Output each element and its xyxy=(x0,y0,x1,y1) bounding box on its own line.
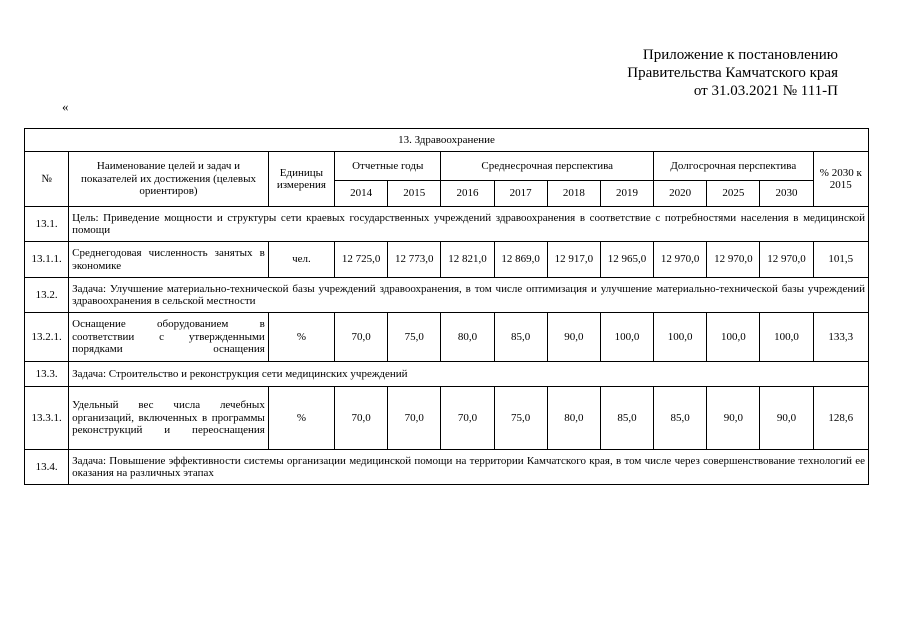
header-year: 2020 xyxy=(654,181,707,207)
header-ratio: % 2030 к 2015 xyxy=(813,152,868,207)
header-unit: Единицы измерения xyxy=(268,152,334,207)
header-line-1: Приложение к постановлению xyxy=(642,47,838,63)
header-name: Наименование целей и задач и показателей их достижения (целевых ориентиров) xyxy=(69,152,269,207)
task-text: Задача: Строительство и реконструкция сети медицинских учреждений xyxy=(69,362,869,387)
value-cell: 12 869,0 xyxy=(494,242,547,278)
row-num: 13.1. xyxy=(25,207,69,242)
header-num: № xyxy=(25,152,69,207)
value-cell: 12 725,0 xyxy=(335,242,388,278)
value-cell: 100,0 xyxy=(654,313,707,362)
value-cell: 12 970,0 xyxy=(707,242,760,278)
indicator-name: Среднегодовая численность занятых в экономике xyxy=(69,242,269,278)
goal-text: Цель: Приведение мощности и структуры сети краевых государственных учреждений здравоохранения в соответствие с потребностями населения в медицинской помощи xyxy=(69,207,869,242)
indicators-table xyxy=(24,128,869,485)
document-header xyxy=(627,46,838,100)
table-row xyxy=(25,450,869,485)
header-year: 2017 xyxy=(494,181,547,207)
value-cell: 100,0 xyxy=(760,313,813,362)
value-cell: 70,0 xyxy=(335,387,388,450)
value-cell: 80,0 xyxy=(547,387,600,450)
table-row xyxy=(25,207,869,242)
indicator-unit: чел. xyxy=(268,242,334,278)
header-year: 2015 xyxy=(388,181,441,207)
table-row xyxy=(25,242,869,278)
ratio-cell: 101,5 xyxy=(813,242,868,278)
value-cell: 12 917,0 xyxy=(547,242,600,278)
section-title: 13. Здравоохранение xyxy=(25,129,869,152)
header-year: 2025 xyxy=(707,181,760,207)
value-cell: 75,0 xyxy=(388,313,441,362)
value-cell: 12 965,0 xyxy=(600,242,653,278)
value-cell: 100,0 xyxy=(707,313,760,362)
header-long-term: Долгосрочная перспектива xyxy=(654,152,814,181)
row-num: 13.3. xyxy=(25,362,69,387)
value-cell: 80,0 xyxy=(441,313,494,362)
value-cell: 12 773,0 xyxy=(388,242,441,278)
opening-quote: « xyxy=(62,99,69,114)
row-num: 13.2.1. xyxy=(25,313,69,362)
value-cell: 85,0 xyxy=(600,387,653,450)
task-text: Задача: Повышение эффективности системы организации медицинской помощи на территории Камчатского края, в том числе через совершенствование технологий ее оказания на различных этапах xyxy=(69,450,869,485)
indicator-name: Удельный вес числа лечебных организаций, включенных в программы реконструкций и переоснащения xyxy=(69,387,269,450)
header-year: 2018 xyxy=(547,181,600,207)
header-line-3: от 31.03.2021 № 111-П xyxy=(693,83,838,99)
header-year: 2014 xyxy=(335,181,388,207)
value-cell: 12 821,0 xyxy=(441,242,494,278)
row-num: 13.1.1. xyxy=(25,242,69,278)
indicator-unit: % xyxy=(268,387,334,450)
value-cell: 90,0 xyxy=(707,387,760,450)
value-cell: 70,0 xyxy=(388,387,441,450)
table-row xyxy=(25,278,869,313)
value-cell: 90,0 xyxy=(547,313,600,362)
value-cell: 100,0 xyxy=(600,313,653,362)
value-cell: 12 970,0 xyxy=(654,242,707,278)
table-row xyxy=(25,387,869,450)
header-year: 2016 xyxy=(441,181,494,207)
header-line-2: Правительства Камчатского края xyxy=(627,65,838,81)
table-row xyxy=(25,362,869,387)
value-cell: 90,0 xyxy=(760,387,813,450)
value-cell: 12 970,0 xyxy=(760,242,813,278)
row-num: 13.4. xyxy=(25,450,69,485)
indicator-unit: % xyxy=(268,313,334,362)
ratio-cell: 128,6 xyxy=(813,387,868,450)
row-num: 13.2. xyxy=(25,278,69,313)
value-cell: 75,0 xyxy=(494,387,547,450)
value-cell: 70,0 xyxy=(335,313,388,362)
header-year: 2019 xyxy=(600,181,653,207)
header-reported-years: Отчетные годы xyxy=(335,152,441,181)
header-medium-term: Среднесрочная перспектива xyxy=(441,152,654,181)
header-year: 2030 xyxy=(760,181,813,207)
ratio-cell: 133,3 xyxy=(813,313,868,362)
value-cell: 85,0 xyxy=(654,387,707,450)
value-cell: 70,0 xyxy=(441,387,494,450)
value-cell: 85,0 xyxy=(494,313,547,362)
indicator-name: Оснащение оборудованием в соответствии с утвержденными порядками оснащения xyxy=(69,313,269,362)
row-num: 13.3.1. xyxy=(25,387,69,450)
task-text: Задача: Улучшение материально-технической базы учреждений здравоохранения, в том числе оптимизация и улучшение материально-технической базы учреждений здравоохранения в сельской местности xyxy=(69,278,869,313)
table-row xyxy=(25,313,869,362)
